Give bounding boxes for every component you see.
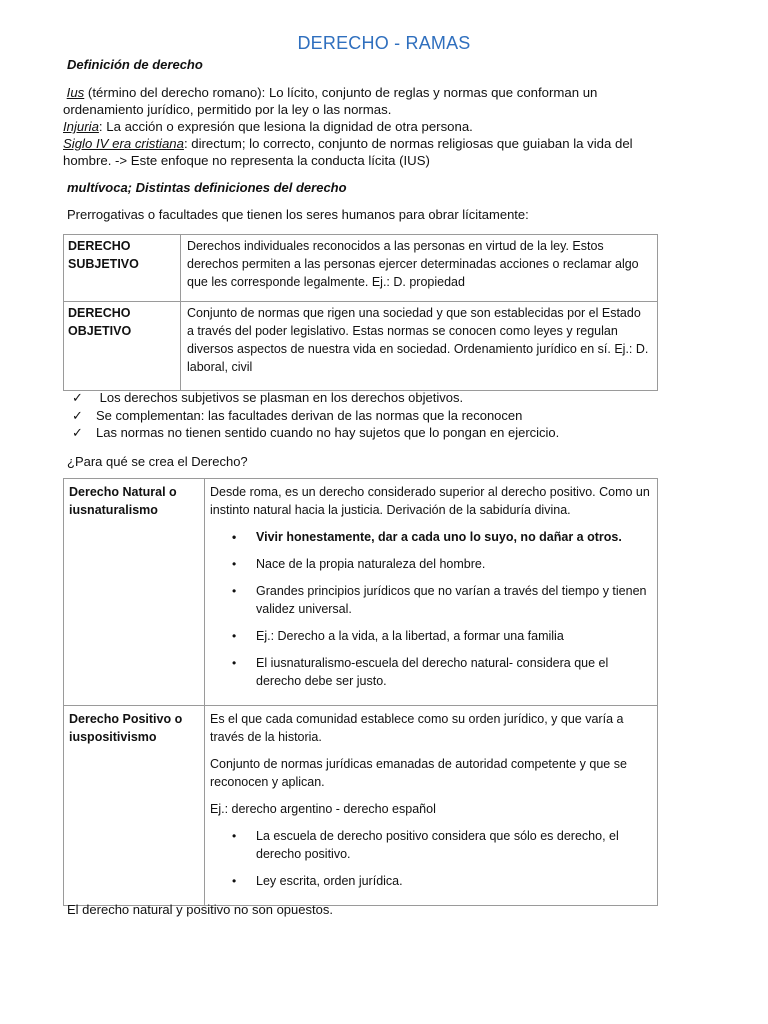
injuria-term: Injuria <box>63 119 99 134</box>
list-item: • Nace de la propia naturaleza del hombre. <box>256 555 651 573</box>
natural-label: Derecho Natural o iusnaturalismo <box>64 479 205 706</box>
list-item: • Vivir honestamente, dar a cada uno lo suyo, no dañar a otros. <box>256 528 651 546</box>
table-row <box>64 706 658 906</box>
checklist-text: Los derechos subjetivos se plasman en los derechos objetivos. <box>96 390 464 405</box>
checklist-text: Las normas no tienen sentido cuando no hay sujetos que lo pongan en ejercicio. <box>96 425 560 440</box>
derecho-natural-positivo-table <box>63 478 658 906</box>
siglo-text: : directum; lo correcto, conjunto de normas religiosas que guiaban la vida del <box>183 136 633 151</box>
definicion-heading: Definición de derecho <box>67 57 203 72</box>
natural-intro: Desde roma, es un derecho considerado superior al derecho positivo. Como un instinto natural hacia la justicia. Derivación de la sabiduría divina. <box>210 485 650 517</box>
positivo-paragraph: Es el que cada comunidad establece como su orden jurídico, y que varía a través de la historia. <box>210 712 624 744</box>
list-item: • El iusnaturalismo-escuela del derecho natural- considera que el derecho debe ser justo. <box>256 654 651 690</box>
checkmark-icon: ✓ <box>72 425 83 440</box>
list-item: • Ej.: Derecho a la vida, a la libertad, a formar una familia <box>256 627 651 645</box>
table-row <box>64 235 658 302</box>
checklist-item <box>72 407 559 425</box>
injuria-text: : La acción o expresión que lesiona la dignidad de otra persona. <box>98 119 473 134</box>
definiciones-block <box>63 84 643 169</box>
ius-text: (término del derecho romano): Lo lícito, conjunto de reglas y normas que conforman un <box>84 85 598 100</box>
checkmark-icon: ✓ <box>72 407 83 423</box>
checklist <box>72 389 559 442</box>
derecho-subjetivo-objetivo-table <box>63 234 658 391</box>
table-row <box>64 479 658 706</box>
objetivo-description: Conjunto de normas que rigen una sociedad y que son establecidas por el Estado a través del poder legislativo. Estas normas se conocen como leyes y regulan diversos aspectos de nuestra vida en sociedad. Ordenamiento jurídico en sí. Ej.: D. laboral, civil <box>181 302 658 391</box>
positivo-content <box>205 706 658 906</box>
siglo-term: Siglo IV era cristiana <box>63 136 184 151</box>
subjetivo-label: DERECHO SUBJETIVO <box>64 235 181 302</box>
subjetivo-description: Derechos individuales reconocidos a las personas en virtud de la ley. Estos derechos permiten a las personas ejercer determinadas acciones o reclamar algo que les corresponde legalmente. Ej.: D. propiedad <box>181 235 658 302</box>
list-item: • Ley escrita, orden jurídica. <box>256 872 651 890</box>
ius-term: Ius <box>66 85 85 100</box>
pregunta-text: ¿Para qué se crea el Derecho? <box>67 454 248 469</box>
positivo-paragraph: Conjunto de normas jurídicas emanadas de autoridad competente y que se reconocen y aplican. <box>210 757 627 789</box>
natural-content <box>205 479 658 706</box>
list-item: • La escuela de derecho positivo considera que sólo es derecho, el derecho positivo. <box>256 827 651 863</box>
ius-line-2: ordenamiento jurídico, permitido por la ley o las normas. <box>63 102 392 117</box>
positivo-bullet-list <box>210 827 651 890</box>
page-title: DERECHO - RAMAS <box>297 33 471 53</box>
objetivo-label: DERECHO OBJETIVO <box>64 302 181 391</box>
positivo-paragraph: Ej.: derecho argentino - derecho español <box>210 802 436 816</box>
checklist-item <box>72 389 559 407</box>
siglo-line-2: hombre. -> Este enfoque no representa la conducta lícita (IUS) <box>63 153 430 168</box>
table-row <box>64 302 658 391</box>
prerrogativas-text: Prerrogativas o facultades que tienen los seres humanos para obrar lícitamente: <box>67 207 529 222</box>
siglo-line <box>63 135 643 152</box>
checklist-text: Se complementan: las facultades derivan de las normas que la reconocen <box>96 407 523 423</box>
list-item: • Grandes principios jurídicos que no varían a través del tiempo y tienen validez universal. <box>256 582 651 618</box>
injuria-line <box>63 118 643 135</box>
ius-line <box>63 84 643 101</box>
natural-bullet-list <box>210 528 651 690</box>
positivo-label: Derecho Positivo o iuspositivismo <box>64 706 205 906</box>
checkmark-icon: ✓ <box>72 390 83 405</box>
multivoca-heading: multívoca; Distintas definiciones del derecho <box>67 180 347 195</box>
checklist-item <box>72 424 559 442</box>
closing-text: El derecho natural y positivo no son opuestos. <box>67 902 333 917</box>
